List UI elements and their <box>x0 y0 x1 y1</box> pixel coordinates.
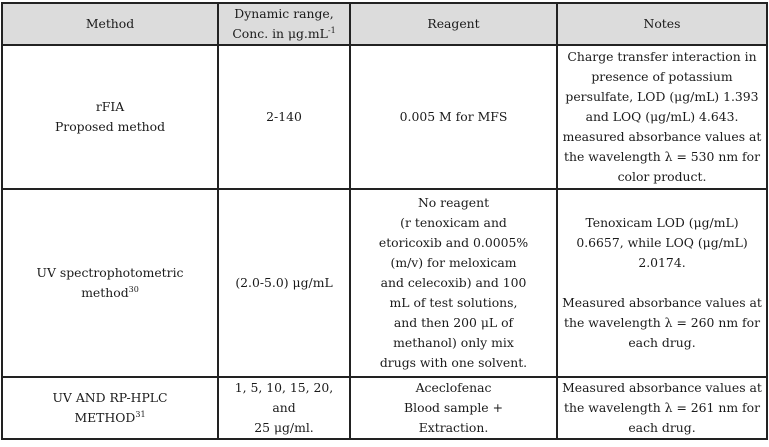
range-cell: (2.0-5.0) μg/mL <box>218 189 350 377</box>
reagent-cell: Aceclofenac Blood sample + Extraction. <box>350 377 557 439</box>
method-cell: UV spectrophotometric method$^{30}$ <box>2 189 218 377</box>
reagent-cell: No reagent (r tenoxicam and etoricoxib and 0.0005% (m/v) for meloxicam and celecoxib) and 100 mL of test solutions, and then 200 μL of methanol) only mix drugs with one solvent. <box>350 189 557 377</box>
header-method: Method <box>2 3 218 45</box>
method-cell: UV AND RP-HPLC METHOD$^{31}$ <box>2 377 218 439</box>
header-dynamic-range: Dynamic range, Conc. in $\mu g.mL^{-1}$ <box>218 3 350 45</box>
notes-cell: Tenoxicam LOD (μg/mL) 0.6657, while LOQ (μg/mL) 2.0174. Measured absorbance values at the wavelength λ = 260 nm for each drug. <box>557 189 767 377</box>
reagent-cell: 0.005 M for MFS <box>350 45 557 189</box>
table-row <box>2 45 767 189</box>
table-row <box>2 377 767 439</box>
header-reagent: Reagent <box>350 3 557 45</box>
notes-cell: Measured absorbance values at the wavelength λ = 261 nm for each drug. <box>557 377 767 439</box>
range-cell: 1, 5, 10, 15, 20, and 25 μg/ml. <box>218 377 350 439</box>
table-row <box>2 189 767 377</box>
range-cell: 2-140 <box>218 45 350 189</box>
notes-cell: Charge transfer interaction in presence of potassium persulfate, LOD (μg/mL) 1.393 and LOQ (μg/mL) 4.643. measured absorbance values at the wavelength λ = 530 nm for color product. <box>557 45 767 189</box>
methods-comparison-table <box>1 2 768 440</box>
table-header-row <box>2 3 767 45</box>
header-notes: Notes <box>557 3 767 45</box>
method-cell: rFIA Proposed method <box>2 45 218 189</box>
